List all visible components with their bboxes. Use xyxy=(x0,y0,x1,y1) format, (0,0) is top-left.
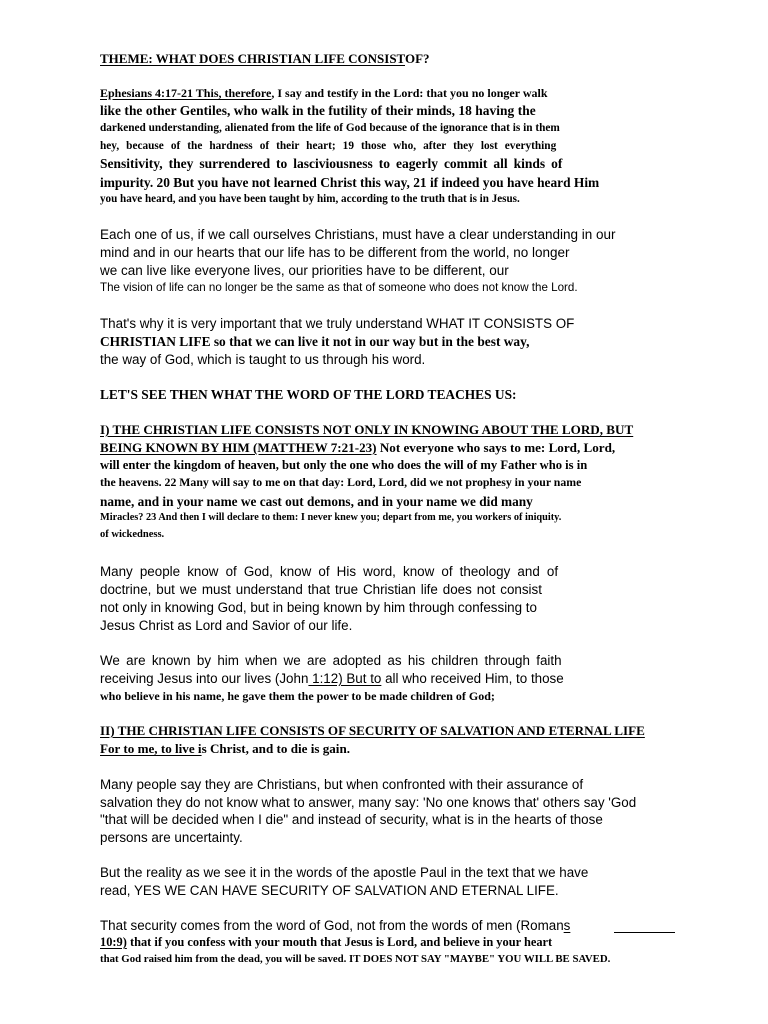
body-line: Many people say they are Christians, but when confronted with their assurance of xyxy=(100,777,584,792)
section-1-scripture-text: Not everyone who says to me: Lord, Lord, xyxy=(376,440,616,455)
section-1-heading-line-2 xyxy=(100,441,615,454)
section-1-heading: I) THE CHRISTIAN LIFE CONSISTS NOT ONLY IN KNOWING ABOUT THE LORD, BUT xyxy=(100,422,634,437)
body-line: But the reality as we see it in the words of the apostle Paul in the text that we have xyxy=(100,865,589,880)
body-line: Each one of us, if we call ourselves Christians, must have a clear understanding in our xyxy=(100,227,616,242)
romans-reference-start: s xyxy=(563,918,571,933)
theme-heading-text: THEME: WHAT DOES CHRISTIAN LIFE CONSIST xyxy=(100,51,405,66)
scripture-line: hey, because of the hardness of their heart; 19 those who, after they lost everything xyxy=(100,140,557,152)
philippians-quote-rest: s Christ, and to die is gain. xyxy=(201,741,351,756)
section-1-reference: BEING KNOWN BY HIM (MATTHEW 7:21-23) xyxy=(100,440,377,455)
scripture-line: Sensitivity, they surrendered to lasciviousness to eagerly commit all kinds of xyxy=(100,156,563,171)
body-line-bold: CHRISTIAN LIFE so that we can live it not in our way but in the best way, xyxy=(100,334,530,349)
body-line: Many people know of God, know of His word, know of theology and of xyxy=(100,564,559,579)
body-line: We are known by him when we are adopted as his children through faith xyxy=(100,653,562,668)
teaches-heading: LET'S SEE THEN WHAT THE WORD OF THE LORD TEACHES US: xyxy=(100,387,517,402)
scripture-line: that God raised him from the dead, you will be saved. IT DOES NOT SAY "MAYBE" YOU WILL BE SAVED. xyxy=(100,953,611,965)
john-reference: 1:12) But to xyxy=(308,671,382,686)
body-line: salvation they do not know what to answer, many say: 'No one knows that' others say 'God xyxy=(100,795,637,810)
scripture-line: who believe in his name, he gave them the power to be made children of God; xyxy=(100,689,495,703)
scripture-line: impurity. 20 But you have not learned Christ this way, 21 if indeed you have heard Him xyxy=(100,175,600,190)
underline-blank xyxy=(614,932,675,933)
scripture-line: the heavens. 22 Many will say to me on that day: Lord, Lord, did we not prophesy in your name xyxy=(100,475,582,489)
scripture-line xyxy=(100,87,548,99)
body-line: That's why it is very important that we truly understand WHAT IT CONSISTS OF xyxy=(100,316,575,331)
philippians-quote-start: For to me, to live i xyxy=(100,741,202,756)
body-line: persons are uncertainty. xyxy=(100,830,243,845)
scripture-text: that if you confess with your mouth that Jesus is Lord, and believe in your heart xyxy=(126,935,553,949)
scripture-reference: Ephesians 4:17-21 This, therefore xyxy=(100,86,272,100)
body-line xyxy=(100,672,564,685)
scripture-line: darkened understanding, alienated from the life of God because of the ignorance that is in them xyxy=(100,122,560,134)
section-2-heading: II) THE CHRISTIAN LIFE CONSISTS OF SECURITY OF SALVATION AND ETERNAL LIFE xyxy=(100,723,645,738)
body-line: the way of God, which is taught to us through his word. xyxy=(100,352,426,367)
section-2-subheading xyxy=(100,742,350,755)
body-text: receiving Jesus into our lives (John xyxy=(100,671,309,686)
body-line: mind and in our hearts that our life has to be different from the world, no longer xyxy=(100,245,570,260)
romans-reference: 10:9) xyxy=(100,935,127,949)
theme-heading-end: OF? xyxy=(404,51,430,66)
scripture-line: like the other Gentiles, who walk in the futility of their minds, 18 having the xyxy=(100,103,536,118)
body-line: Jesus Christ as Lord and Savior of our life. xyxy=(100,618,353,633)
scripture-line: you have heard, and you have been taught by him, according to the truth that is in Jesus. xyxy=(100,193,520,205)
scripture-text: , I say and testify in the Lord: that you no longer walk xyxy=(271,86,548,100)
body-line: read, YES WE CAN HAVE SECURITY OF SALVATION AND ETERNAL LIFE. xyxy=(100,883,559,898)
scripture-line: Miracles? 23 And then I will declare to them: I never knew you; depart from me, you workers of iniquity. xyxy=(100,512,562,523)
body-text: all who received Him, to those xyxy=(381,671,564,686)
body-line: "that will be decided when I die" and instead of security, what is in the hearts of those xyxy=(100,812,603,827)
body-line: not only in knowing God, but in being known by him through confessing to xyxy=(100,600,537,615)
scripture-line: name, and in your name we cast out demons, and in your name we did many xyxy=(100,494,533,509)
scripture-line: will enter the kingdom of heaven, but only the one who does the will of my Father who is in xyxy=(100,458,588,472)
body-line: we can live like everyone lives, our priorities have to be different, our xyxy=(100,263,509,278)
body-line xyxy=(100,919,570,932)
body-line: The vision of life can no longer be the same as that of someone who does not know the Lord. xyxy=(100,281,578,294)
scripture-line xyxy=(100,936,552,948)
theme-heading xyxy=(100,52,430,65)
body-line: doctrine, but we must understand that true Christian life does not consist xyxy=(100,582,542,597)
scripture-line: of wickedness. xyxy=(100,529,165,540)
body-text: That security comes from the word of God, not from the words of men (Roman xyxy=(100,918,564,933)
